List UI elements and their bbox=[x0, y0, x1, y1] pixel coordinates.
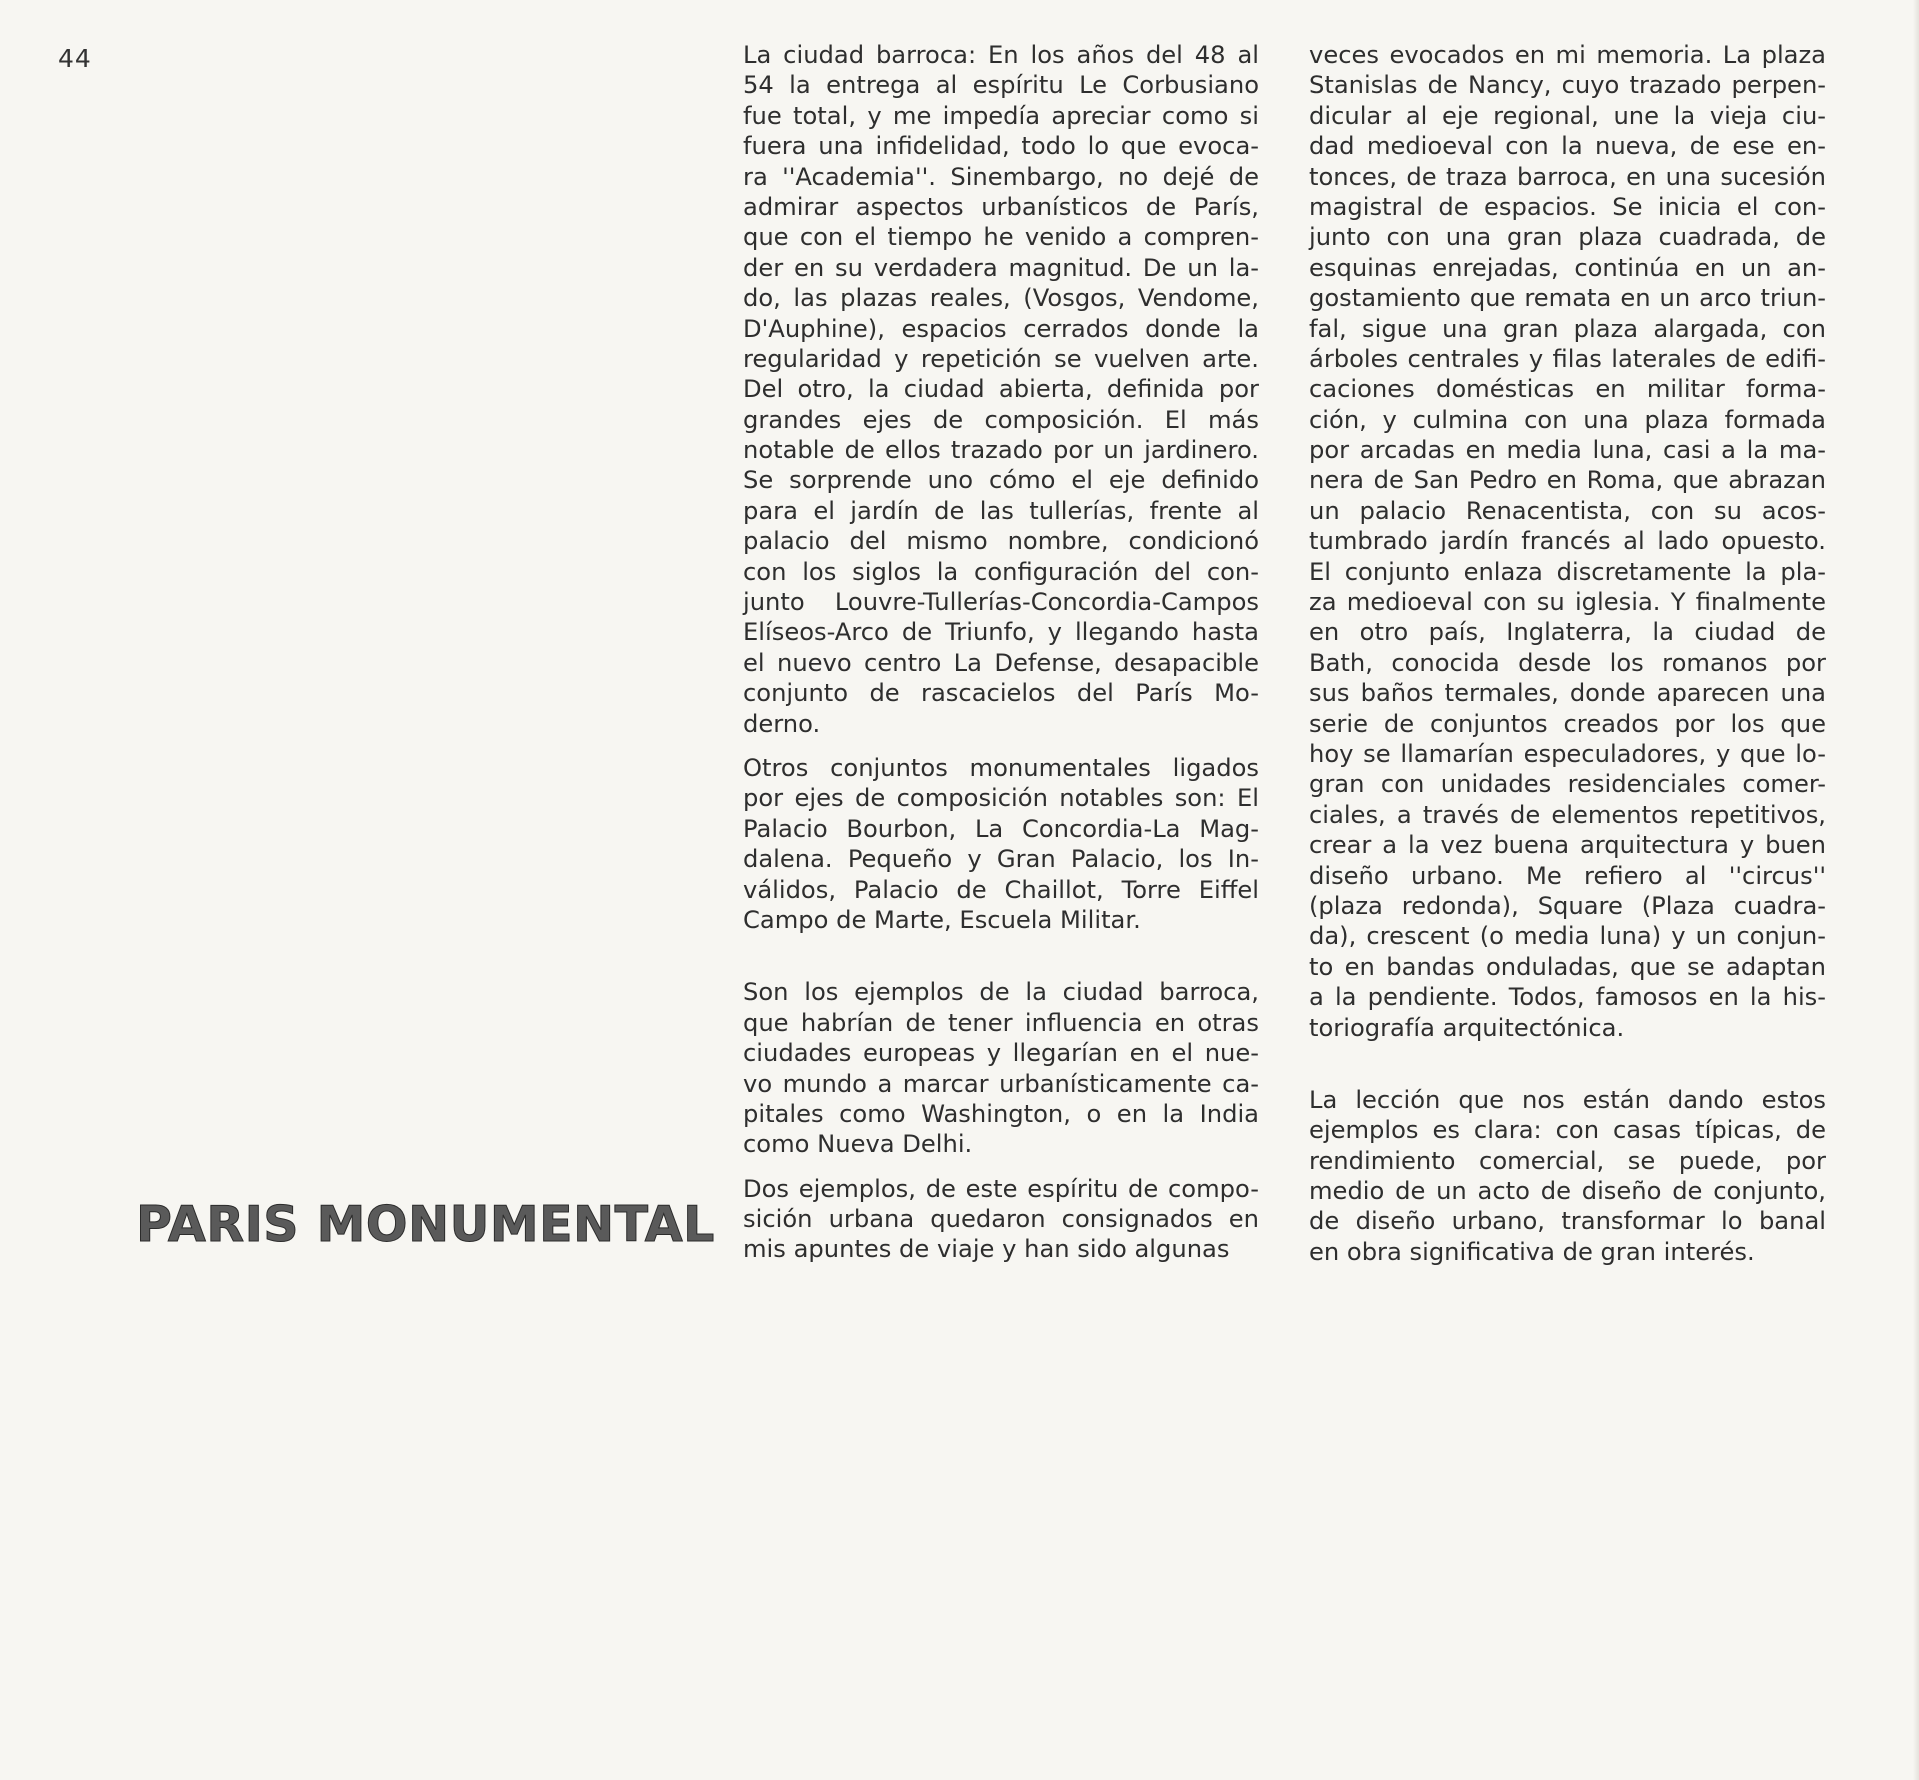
text-line: crear a la vez buena arquitectura y buen bbox=[1309, 831, 1826, 860]
text-line: ciales, a través de elementos repetitivos, bbox=[1309, 800, 1826, 829]
text-line: junto con una gran plaza cuadrada, de bbox=[1309, 223, 1826, 252]
text-line: Son los ejemplos de la ciudad barroca, bbox=[743, 978, 1259, 1007]
text-line: toriografía arquitectónica. bbox=[1309, 1013, 1625, 1042]
text-line: de diseño urbano, transformar lo banal bbox=[1309, 1207, 1826, 1236]
text-line: ciudades europeas y llegarían en el nue- bbox=[743, 1039, 1259, 1068]
text-line: diseño urbano. Me refiero al ''circus'' bbox=[1309, 861, 1826, 890]
text-line: da), crescent (o media luna) y un conjun- bbox=[1309, 922, 1826, 951]
text-line: como Nueva Delhi. bbox=[743, 1130, 973, 1159]
text-line: gran con unidades residenciales comer- bbox=[1309, 770, 1826, 799]
text-line: nera de San Pedro en Roma, que abrazan bbox=[1309, 466, 1826, 495]
text-line: válidos, Palacio de Chaillot, Torre Eiffel bbox=[743, 875, 1259, 904]
text-line: junto Louvre-Tullerías-Concordia-Campos bbox=[743, 588, 1259, 617]
text-line: derno. bbox=[743, 709, 821, 738]
text-line: para el jardín de las tullerías, frente al bbox=[743, 496, 1259, 525]
text-line: el nuevo centro La Defense, desapacible bbox=[743, 648, 1259, 677]
text-line: ción, y culmina con una plaza formada bbox=[1309, 405, 1826, 434]
text-line: to en bandas onduladas, que se adaptan bbox=[1309, 952, 1826, 981]
text-line: fal, sigue una gran plaza alargada, con bbox=[1309, 314, 1826, 343]
text-line: admirar aspectos urbanísticos de París, bbox=[743, 192, 1259, 221]
page-edge bbox=[1913, 0, 1919, 1780]
text-line: notable de ellos trazado por un jardinero. bbox=[743, 436, 1259, 465]
paragraph bbox=[1309, 1085, 1826, 1267]
text-line: rendimiento comercial, se puede, por bbox=[1309, 1146, 1826, 1175]
text-line: grandes ejes de composición. El más bbox=[743, 405, 1259, 434]
text-line: esquinas enrejadas, continúa en un an- bbox=[1309, 253, 1826, 282]
text-line: magistral de espacios. Se inicia el con- bbox=[1309, 192, 1826, 221]
text-line: pitales como Washington, o en la India bbox=[743, 1099, 1259, 1128]
text-line: 54 la entrega al espíritu Le Corbusiano bbox=[743, 71, 1259, 100]
text-line: ejemplos es clara: con casas típicas, de bbox=[1309, 1116, 1826, 1145]
text-line: veces evocados en mi memoria. La plaza bbox=[1309, 41, 1826, 69]
text-line: D'Auphine), espacios cerrados donde la bbox=[743, 314, 1259, 343]
text-line: que con el tiempo he venido a compren- bbox=[743, 223, 1259, 252]
text-line: caciones domésticas en militar forma- bbox=[1309, 375, 1826, 404]
text-line: que habrían de tener influencia en otras bbox=[743, 1008, 1259, 1037]
text-line: conjunto de rascacielos del París Mo- bbox=[743, 679, 1259, 708]
text-line: en otro país, Inglaterra, la ciudad de bbox=[1309, 618, 1826, 647]
text-line: La lección que nos están dando estos bbox=[1309, 1085, 1826, 1114]
paragraph bbox=[743, 1174, 1259, 1265]
text-line: ra ''Academia''. Sinembargo, no dejé de bbox=[743, 162, 1259, 191]
text-line: za medioeval con su iglesia. Y finalmente bbox=[1309, 588, 1826, 617]
text-column-right bbox=[1309, 40, 1826, 1267]
text-line: tonces, de traza barroca, en una sucesión bbox=[1309, 162, 1826, 191]
text-line: (plaza redonda), Square (Plaza cuadra- bbox=[1309, 891, 1826, 920]
text-line: vo mundo a marcar urbanísticamente ca- bbox=[743, 1069, 1259, 1098]
text-column-left bbox=[743, 40, 1259, 1265]
text-line: dad medioeval con la nueva, de ese en- bbox=[1309, 132, 1826, 161]
text-line: der en su verdadera magnitud. De un la- bbox=[743, 253, 1259, 282]
text-line: gostamiento que remata en un arco triun- bbox=[1309, 284, 1826, 313]
text-line: Elíseos-Arco de Triunfo, y llegando hasta bbox=[743, 618, 1259, 647]
text-line: por arcadas en media luna, casi a la ma- bbox=[1309, 436, 1826, 465]
text-line: palacio del mismo nombre, condicionó bbox=[743, 527, 1259, 556]
text-line: Otros conjuntos monumentales ligados bbox=[743, 753, 1259, 782]
text-line: dalena. Pequeño y Gran Palacio, los In- bbox=[743, 845, 1259, 874]
text-line: Stanislas de Nancy, cuyo trazado perpen- bbox=[1309, 71, 1826, 100]
section-title: PARIS MONUMENTAL bbox=[136, 1196, 715, 1253]
paragraph bbox=[743, 40, 1259, 739]
text-line: con los siglos la configuración del con- bbox=[743, 557, 1259, 586]
paragraph bbox=[743, 753, 1259, 935]
text-line: mis apuntes de viaje y han sido algunas bbox=[743, 1235, 1230, 1264]
text-line: fue total, y me impedía apreciar como si bbox=[743, 101, 1259, 130]
text-line: sición urbana quedaron consignados en bbox=[743, 1205, 1259, 1234]
text-line: en obra significativa de gran interés. bbox=[1309, 1237, 1755, 1266]
text-line: El conjunto enlaza discretamente la pla- bbox=[1309, 557, 1826, 586]
text-line: dicular al eje regional, une la vieja ciu- bbox=[1309, 101, 1826, 130]
text-line: por ejes de composición notables son: El bbox=[743, 784, 1259, 813]
text-line: árboles centrales y filas laterales de edifi- bbox=[1309, 344, 1826, 373]
page-number: 44 bbox=[58, 44, 92, 73]
paragraph bbox=[1309, 40, 1826, 1043]
text-line: serie de conjuntos creados por los que bbox=[1309, 709, 1826, 738]
text-line: Dos ejemplos, de este espíritu de compo- bbox=[743, 1174, 1259, 1203]
text-line: sus baños termales, donde aparecen una bbox=[1309, 679, 1826, 708]
text-line: un palacio Renacentista, con su acos- bbox=[1309, 496, 1826, 525]
text-line: hoy se llamarían especuladores, y que lo- bbox=[1309, 739, 1826, 768]
text-line: a la pendiente. Todos, famosos en la his- bbox=[1309, 983, 1826, 1012]
text-line: Palacio Bourbon, La Concordia-La Mag- bbox=[743, 814, 1259, 843]
text-line: Bath, conocida desde los romanos por bbox=[1309, 648, 1826, 677]
text-line: Se sorprende uno cómo el eje definido bbox=[743, 466, 1259, 495]
text-line: do, las plazas reales, (Vosgos, Vendome, bbox=[743, 284, 1259, 313]
text-line: fuera una infidelidad, todo lo que evoca- bbox=[743, 132, 1259, 161]
text-line: regularidad y repetición se vuelven arte. bbox=[743, 344, 1259, 373]
text-line: Del otro, la ciudad abierta, definida por bbox=[743, 375, 1259, 404]
text-line: Campo de Marte, Escuela Militar. bbox=[743, 905, 1141, 934]
paragraph bbox=[743, 977, 1259, 1159]
text-line: medio de un acto de diseño de conjunto, bbox=[1309, 1177, 1826, 1206]
text-line: tumbrado jardín francés al lado opuesto. bbox=[1309, 527, 1826, 556]
text-line: La ciudad barroca: En los años del 48 al bbox=[743, 41, 1259, 69]
